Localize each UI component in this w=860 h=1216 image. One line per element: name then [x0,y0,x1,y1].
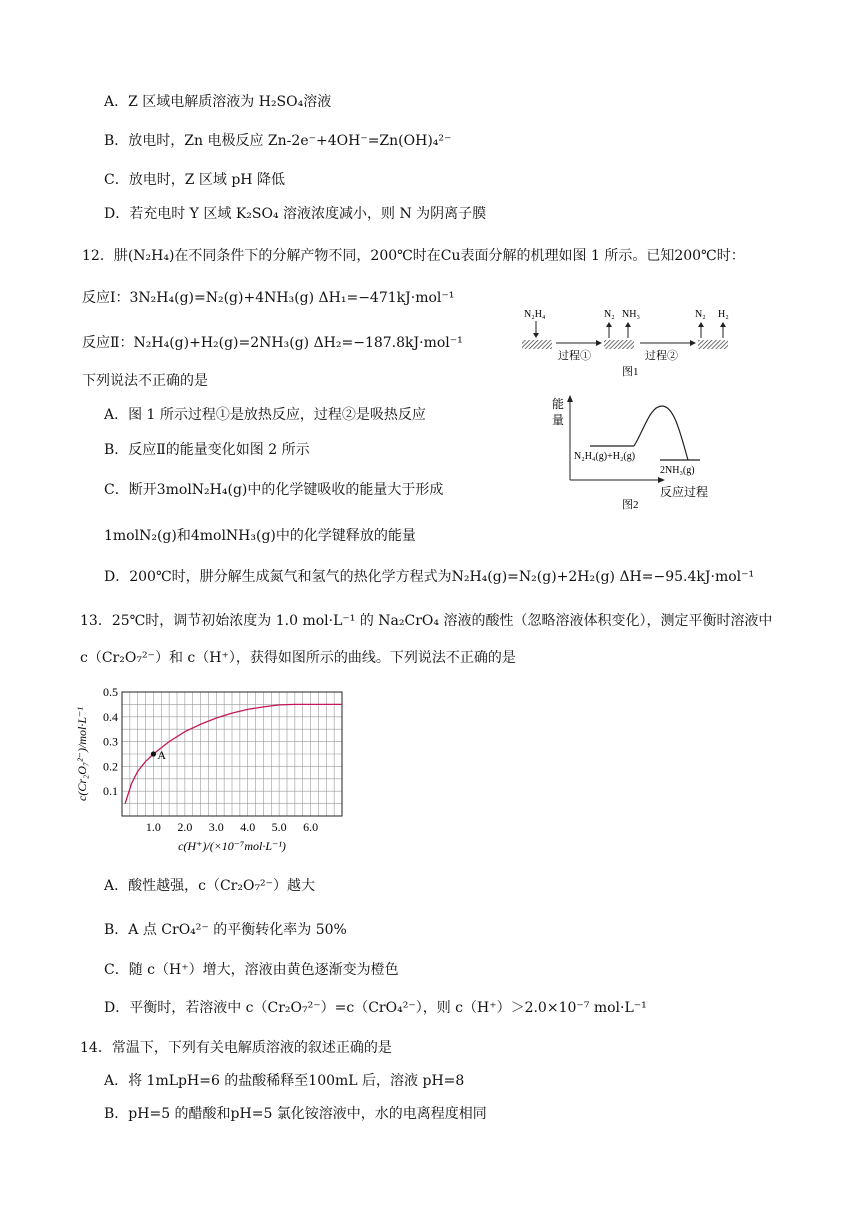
y-tick-label: 0.3 [103,734,118,749]
q13-option-d: D．平衡时，若溶液中 c（Cr₂O₇²⁻）=c（CrO₄²⁻），则 c（H⁺）＞2.0×10⁻⁷ mol·L⁻¹ [104,1000,647,1016]
x-axis-label: c(H⁺)/(×10⁻⁷mol·L⁻¹) [178,839,286,853]
process-1-label: 过程① [558,350,591,362]
q13-option-c: C．随 c（H⁺）增大，溶液由黄色逐渐变为橙色 [104,962,399,978]
cu-surface-3 [698,340,728,349]
x-tick-label: 4.0 [240,820,256,834]
q11-option-c: C．放电时，Z 区域 pH 降低 [104,172,285,188]
y-tick-label: 0.1 [103,784,118,799]
up-arrowhead-icon [698,322,704,327]
q13-option-b: B．A 点 CrO₄²⁻ 的平衡转化率为 50% [104,922,347,938]
y-axis-label: c(Cr₂O₇²⁻)/mol·L⁻¹ [75,707,89,801]
q12-option-d: D．200℃时，肼分解生成氮气和氢气的热化学方程式为N₂H₄(g)=N₂(g)+2H₂(g) ΔH=−95.4kJ·mol⁻¹ [104,569,755,585]
down-arrowhead-icon [533,333,539,338]
point-a-marker [151,751,156,756]
q14-option-b: B．pH=5 的醋酸和pH=5 氯化铵溶液中，水的电离程度相同 [104,1106,487,1122]
up-arrowhead-icon [606,322,612,327]
q14-stem: 14．常温下，下列有关电解质溶液的叙述正确的是 [80,1040,392,1056]
process-2-label: 过程② [645,350,678,362]
right-arrowhead-icon [596,340,602,346]
reactant-label: N₂H₄(g)+H₂(g) [574,451,636,462]
chromate-equilibrium-chart [72,680,372,862]
q11-option-d: D．若充电时 Y 区域 K₂SO₄ 溶液浓度减小，则 N 为阴离子膜 [104,206,487,222]
q12-option-b: B．反应Ⅱ的能量变化如图 2 所示 [104,442,310,458]
cu-surface-1 [522,340,552,349]
product-label: 2NH₃(g) [660,465,695,476]
q11-option-a: A．Z 区域电解质溶液为 H₂SO₄溶液 [104,94,332,110]
q13-stem-line1: 13．25℃时，调节初始浓度为 1.0 mol·L⁻¹ 的 Na₂CrO₄ 溶液的酸性（忽略溶液体积变化），测定平衡时溶液中 [80,613,773,629]
q12-reaction-2: 反应Ⅱ：N₂H₄(g)+H₂(g)=2NH₃(g) ΔH₂=−187.8kJ·mol⁻¹ [82,335,463,351]
x-tick-label: 1.0 [145,820,161,834]
q13-option-a: A．酸性越强，c（Cr₂O₇²⁻）越大 [104,878,316,894]
right-arrowhead-icon [658,477,665,483]
q11-option-b: B．放电时，Zn 电极反应 Zn-2e⁻+4OH⁻=Zn(OH)₄²⁻ [104,133,452,149]
q12-reaction-1: 反应Ⅰ：3N₂H₄(g)=N₂(g)+4NH₃(g) ΔH₁=−471kJ·mol⁻¹ [82,290,455,306]
x-tick-label: 5.0 [271,820,287,834]
q12-stem: 12．肼(N₂H₄)在不同条件下的分解产物不同，200℃时在Cu表面分解的机理如图 1 所示。已知200℃时： [82,248,745,264]
figure-2-caption: 图2 [622,499,639,511]
mechanism-and-energy-figure [512,302,760,516]
cu-surface-2 [604,340,634,349]
fig1-nh3-label: NH₃ [622,309,640,320]
y-tick-label: 0.4 [103,709,118,724]
fig1-h2-label: H₂ [718,309,729,320]
fig1-n2h4-label: N₂H₄ [524,309,546,320]
y-tick-label: 0.5 [103,685,118,699]
x-tick-label: 6.0 [303,820,319,834]
q12-prompt: 下列说法不正确的是 [82,373,208,389]
chart-svg [72,680,372,862]
q14-option-a: A．将 1mLpH=6 的盐酸稀释至100mL 后，溶液 pH=8 [104,1073,465,1089]
y-tick-label: 0.2 [103,759,118,774]
reaction-process-label: 反应过程 [660,485,709,499]
q13-stem-line2: c（Cr₂O₇²⁻）和 c（H⁺），获得如图所示的曲线。下列说法不正确的是 [80,650,516,666]
energy-label-1: 能 [552,397,565,411]
point-a-label: A [157,748,167,762]
right-arrowhead-icon [690,340,696,346]
q12-option-a: A．图 1 所示过程①是放热反应，过程②是吸热反应 [104,407,426,423]
q12-option-c-line2: 1molN₂(g)和4molNH₃(g)中的化学键释放的能量 [104,528,416,544]
figure-1-and-2 [512,302,760,516]
x-tick-label: 2.0 [177,820,193,834]
fig1-n2-label: N₂ [604,309,615,320]
q12-option-c-line1: C．断开3molN₂H₄(g)中的化学键吸收的能量大于形成 [104,482,444,498]
energy-curve [634,406,688,460]
figure-1-caption: 图1 [622,366,639,378]
up-arrowhead-icon [625,322,631,327]
up-arrowhead-icon [567,395,573,402]
fig1-n2-label-2: N₂ [695,309,706,320]
up-arrowhead-icon [720,322,726,327]
energy-label-2: 量 [552,413,565,427]
x-tick-label: 3.0 [208,820,224,834]
